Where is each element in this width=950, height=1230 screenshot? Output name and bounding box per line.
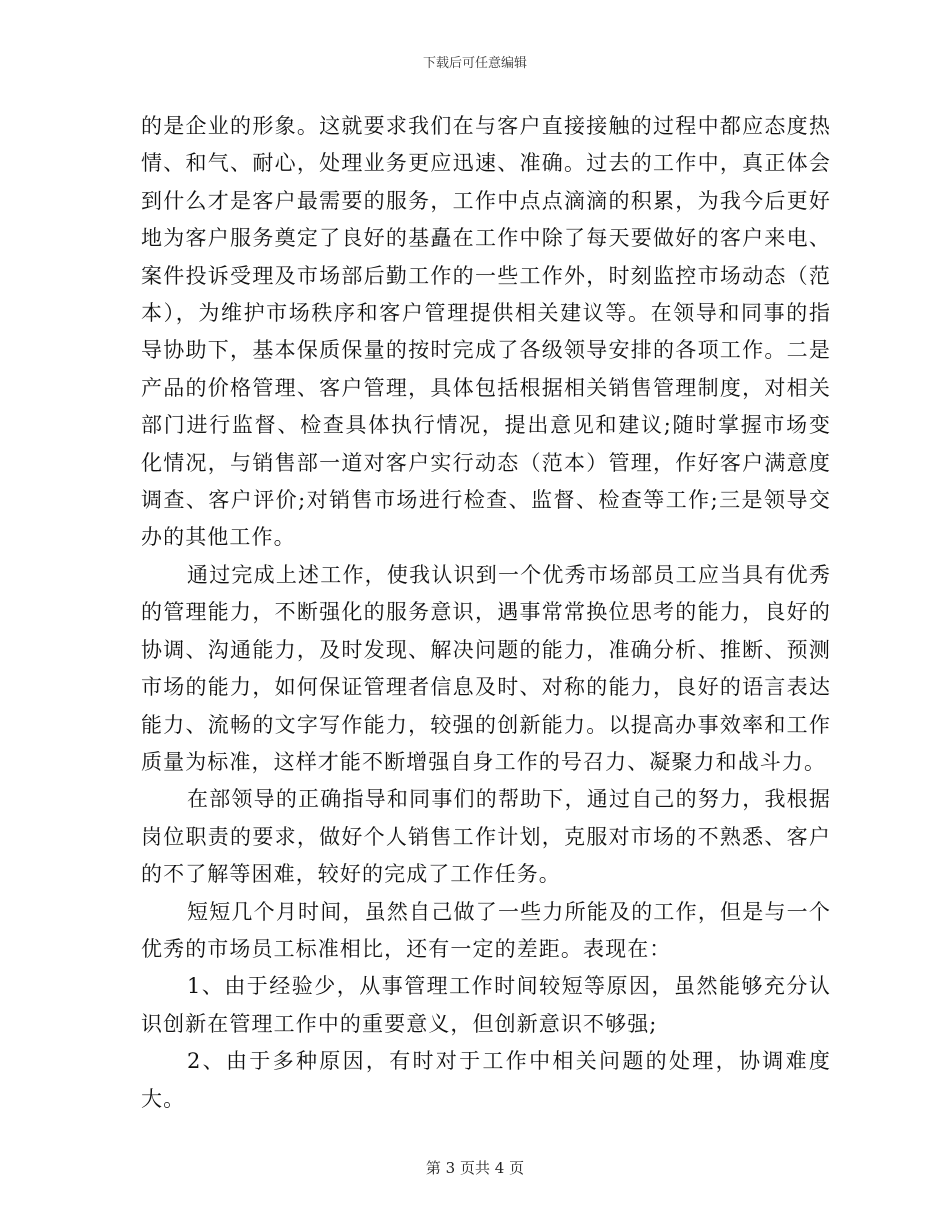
page-footer: 第 3 页共 4 页 <box>425 1159 525 1177</box>
document-body <box>141 108 831 1118</box>
paragraph-6: 2、由于多种原因，有时对于工作中相关问题的处理，协调难度大。 <box>141 1049 831 1111</box>
paragraph-3: 在部领导的正确指导和同事们的帮助下，通过自己的努力，我根据岗位职责的要求，做好个人销售工作计划，克服对市场的不熟悉、客户的不了解等困难，较好的完成了工作任务。 <box>141 787 831 887</box>
paragraph-5: 1、由于经验少，从事管理工作时间较短等原因，虽然能够充分认识创新在管理工作中的重要意义，但创新意识不够强; <box>141 974 831 1036</box>
paragraph-2: 通过完成上述工作，使我认识到一个优秀市场部员工应当具有优秀的管理能力，不断强化的服务意识，遇事常常换位思考的能力，良好的协调、沟通能力，及时发现、解决问题的能力，准确分析、推断、预测市场的能力，如何保证管理者信息及时、对称的能力，良好的语言表达能力、流畅的文字写作能力，较强的创新能力。以提高办事效率和工作质量为标准，这样才能不断增强自身工作的号召力、凝聚力和战斗力。 <box>141 562 831 774</box>
paragraph-4: 短短几个月时间，虽然自己做了一些力所能及的工作，但是与一个优秀的市场员工标准相比，还有一定的差距。表现在： <box>141 899 831 961</box>
page-header: 下载后可任意编辑 <box>422 56 527 71</box>
paragraph-1: 的是企业的形象。这就要求我们在与客户直接接触的过程中都应态度热情、和气、耐心，处理业务更应迅速、准确。过去的工作中，真正体会到什么才是客户最需要的服务，工作中点点滴滴的积累，为我今后更好地为客户服务奠定了良好的基矗在工作中除了每天要做好的客户来电、案件投诉受理及市场部后勤工作的一些工作外，时刻监控市场动态（范本），为维护市场秩序和客户管理提供相关建议等。在领导和同事的指导协助下，基本保质保量的按时完成了各级领导安排的各项工作。二是产品的价格管理、客户管理，具体包括根据相关销售管理制度，对相关部门进行监督、检查具体执行情况，提出意见和建议;随时掌握市场变化情况，与销售部一道对客户实行动态（范本）管理，作好客户满意度调查、客户评价;对销售市场进行检查、监督、检查等工作;三是领导交办的其他工作。 <box>141 114 831 550</box>
